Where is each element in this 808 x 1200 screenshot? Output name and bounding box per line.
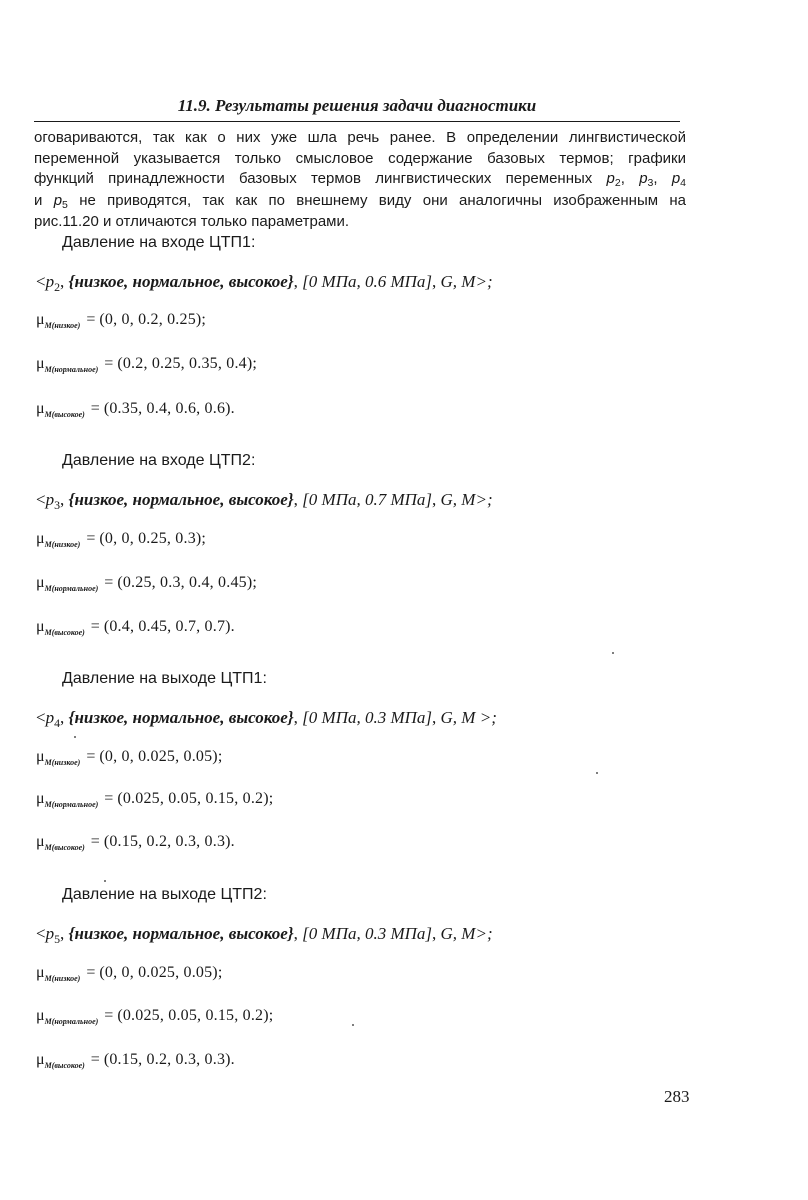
print-speck (596, 772, 598, 774)
membership-function: $\mu_{M(низкое)} = (0$, 0, 0.025, 0.05); (36, 964, 223, 983)
print-speck (104, 880, 106, 882)
header-rule (34, 121, 680, 122)
membership-function: $\mu_{M(низкое)} = (0$, 0, 0.2, 0.25); (36, 311, 207, 330)
section-heading: Давление на выходе ЦТП2: (62, 886, 267, 903)
intro-line: рис.11.20 и отличаются только параметрами. (34, 213, 350, 230)
membership-function: $\mu_{M(высокое)} = (0.15$, 0.2, 0.3, 0.3). (36, 833, 235, 852)
running-title: 11.9. Результаты решения задачи диагностики (177, 96, 537, 115)
membership-function: $\mu_{M(нормальное)} = (0.025$, 0.05, 0.15, 0.2); (36, 1007, 274, 1026)
section-heading: Давление на входе ЦТП2: (62, 452, 256, 469)
membership-function: $\mu_{M(нормальное)} = (0.2$, 0.25, 0.35, 0.4); (36, 355, 258, 374)
section-heading: Давление на входе ЦТП1: (62, 234, 256, 251)
intro-line: и $p_5$ не приводятся, так как по внешнему виду они аналогичны изображенным на (34, 191, 686, 211)
membership-function: $\mu_{M(нормальное)} = (0.025$, 0.05, 0.15, 0.2); (36, 790, 274, 809)
linguistic-variable-definition: $<p_5$, {низкое, нормальное, высокое}, [0 МПа, 0.3 МПа], G, M>; (36, 924, 493, 946)
membership-function: $\mu_{M(высокое)} = (0.15$, 0.2, 0.3, 0.3). (36, 1051, 235, 1070)
section-heading: Давление на выходе ЦТП1: (62, 670, 267, 687)
intro-paragraph (34, 128, 686, 233)
intro-line: функций принадлежности базовых термов лингвистических переменных $p_2$, $p_3$, $p_4$ (34, 170, 687, 190)
membership-function: $\mu_{M(низкое)} = (0$, 0, 0.025, 0.05); (36, 748, 223, 767)
membership-function: $\mu_{M(нормальное)} = (0.25$, 0.3, 0.4, 0.45); (36, 574, 258, 593)
membership-function: $\mu_{M(низкое)} = (0$, 0, 0.25, 0.3); (36, 530, 207, 549)
linguistic-variable-definition: $<p_2$, {низкое, нормальное, высокое}, [0 МПа, 0.6 МПа], G, M>; (36, 272, 493, 294)
intro-line: оговариваются, так как о них уже шла речь ранее. В определении лингвистической (34, 129, 686, 146)
linguistic-variable-definition: $<p_3$, {низкое, нормальное, высокое}, [0 МПа, 0.7 МПа], G, M>; (36, 490, 493, 512)
print-speck (352, 1024, 354, 1026)
print-speck (74, 736, 76, 738)
membership-function: $\mu_{M(высокое)} = (0.4$, 0.45, 0.7, 0.7). (36, 618, 235, 637)
intro-line: переменной указывается только смысловое содержание базовых термов; графики (34, 149, 686, 167)
membership-function: $\mu_{M(высокое)} = (0.35$, 0.4, 0.6, 0.6). (36, 400, 235, 419)
print-speck (612, 652, 614, 654)
page-number: 283 (664, 1087, 690, 1106)
linguistic-variable-definition: $<p_4$, {низкое, нормальное, высокое}, [0 МПа, 0.3 МПа], G, M >; (36, 708, 497, 730)
